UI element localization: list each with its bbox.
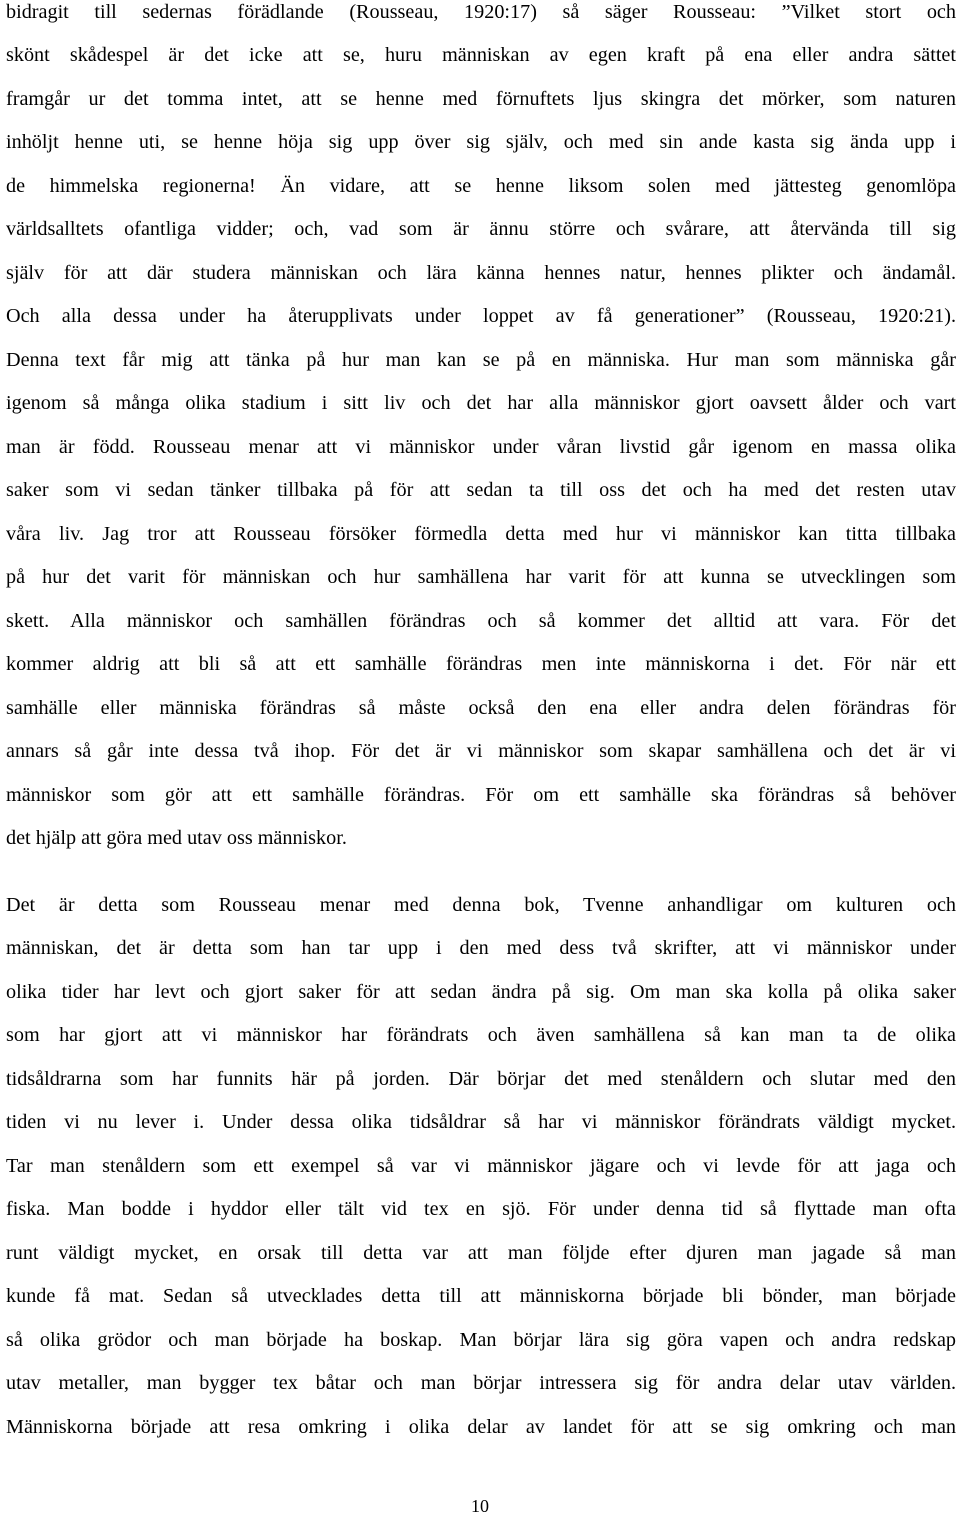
text-line: Det är detta som Rousseau menar med denna bok, Tvenne anhandligar om kulturen och — [6, 894, 956, 916]
text-line: Tar man stenåldern som ett exempel så var vi människor jägare och vi levde för att jaga och — [6, 1155, 956, 1177]
text-line: runt väldigt mycket, en orsak till detta var att man följde efter djuren man jagade så man — [6, 1242, 956, 1264]
text-line: olika tider har levt och gjort saker för att sedan ändra på sig. Om man ska kolla på olika saker — [6, 981, 956, 1003]
text-line: våra liv. Jag tror att Rousseau försöker förmedla detta med hur vi människor kan titta tillbaka — [6, 523, 956, 545]
text-line: de himmelska regionerna! Än vidare, att se henne liksom solen med jättesteg genomlöpa — [6, 175, 956, 197]
text-line: Denna text får mig att tänka på hur man kan se på en människa. Hur man som människa går — [6, 349, 956, 371]
page-number: 10 — [471, 1496, 489, 1516]
text-line: annars så går inte dessa två ihop. För det är vi människor som skapar samhällena och det är vi — [6, 740, 956, 762]
text-line: människan, det är detta som han tar upp i den med dess två skrifter, att vi människor under — [6, 937, 956, 959]
text-line: bidragit till sedernas förädlande (Rousseau, 1920:17) så säger Rousseau: ”Vilket stort och — [6, 1, 956, 23]
text-line: utav metaller, man bygger tex båtar och man börjar intressera sig för andra delar utav världen. — [6, 1372, 956, 1394]
text-line: inhöljt henne uti, se henne höja sig upp över sig själv, och med sin ande kasta sig ända upp i — [6, 131, 956, 153]
text-line: som har gjort att vi människor har förändrats och även samhällena så kan man ta de olika — [6, 1024, 956, 1046]
text-line: tiden vi nu lever i. Under dessa olika tidsåldrar så har vi människor förändrats väldigt mycket. — [6, 1111, 956, 1133]
text-line: världsalltets ofantliga vidder; och, vad som är ännu större och svårare, att återvända till sig — [6, 218, 956, 240]
text-line: på hur det varit för människan och hur samhällena har varit för att kunna se utvecklingen som — [6, 566, 956, 588]
text-line: man är född. Rousseau menar att vi människor under våran livstid går igenom en massa olika — [6, 436, 956, 458]
text-line: kunde få mat. Sedan så utvecklades detta till att människorna började bli bönder, man började — [6, 1285, 956, 1307]
text-line: Och alla dessa under ha återupplivats under loppet av få generationer” (Rousseau, 1920:21). — [6, 305, 956, 327]
text-line: saker som vi sedan tänker tillbaka på för att sedan ta till oss det och ha med det resten utav — [6, 479, 956, 501]
text-line: det hjälp att göra med utav oss människor. — [6, 827, 347, 849]
text-line: samhälle eller människa förändras så måste också den ena eller andra delen förändras för — [6, 697, 956, 719]
text-line: Människorna började att resa omkring i olika delar av landet för att se sig omkring och man — [6, 1416, 956, 1438]
text-line: tidsåldrarna som har funnits här på jorden. Där börjar det med stenåldern och slutar med den — [6, 1068, 956, 1090]
text-line: själv för att där studera människan och lära känna hennes natur, hennes plikter och ändamål. — [6, 262, 956, 284]
text-line: igenom så många olika stadium i sitt liv och det har alla människor gjort oavsett ålder och vart — [6, 392, 956, 414]
text-line: skett. Alla människor och samhällen förändras och så kommer det alltid att vara. För det — [6, 610, 956, 632]
text-line: fiska. Man bodde i hyddor eller tält vid tex en sjö. För under denna tid så flyttade man ofta — [6, 1198, 956, 1220]
text-line: kommer aldrig att bli så att ett samhälle förändras men inte människorna i det. För när ett — [6, 653, 956, 675]
text-line: människor som gör att ett samhälle förändras. För om ett samhälle ska förändras så behöver — [6, 784, 956, 806]
text-line: skönt skådespel är det icke att se, huru människan av egen kraft på ena eller andra sättet — [6, 44, 956, 66]
text-line: så olika grödor och man började ha boskap. Man börjar lära sig göra vapen och andra redskap — [6, 1329, 956, 1351]
text-line: framgår ur det tomma intet, att se henne med förnuftets ljus skingra det mörker, som naturen — [6, 88, 956, 110]
